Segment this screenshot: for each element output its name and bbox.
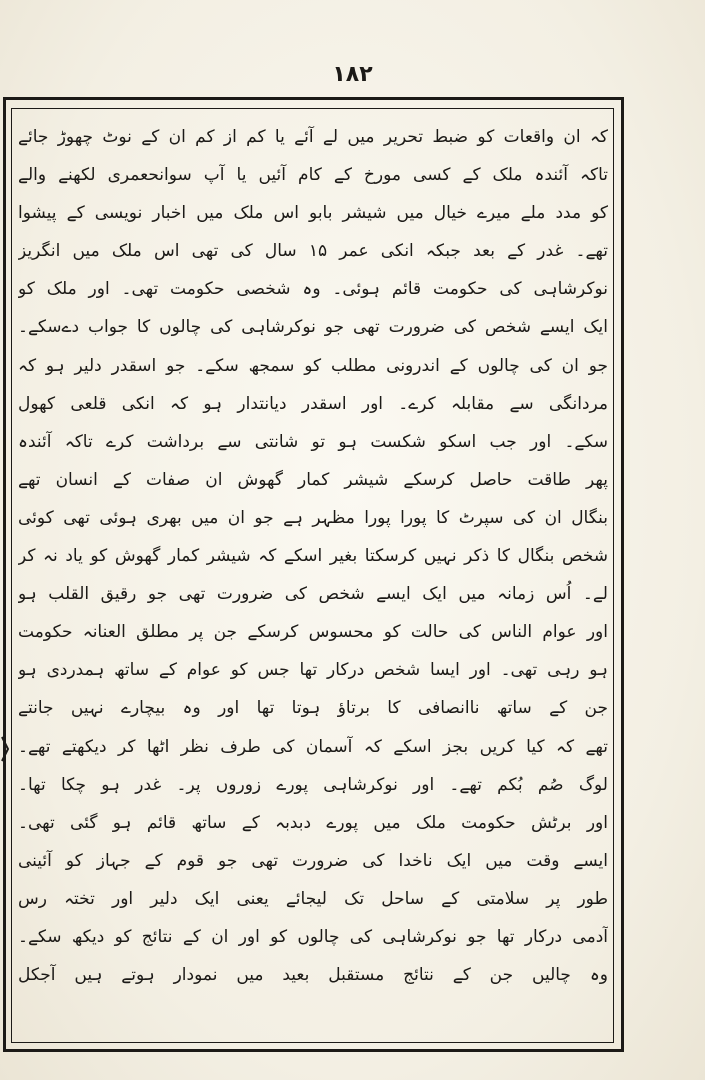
text-line: اور برٹش حکومت ملک میں پورے دبدبہ کے ساتھ قائم ہو گئی تھی۔: [18, 812, 608, 833]
body-text: [18, 118, 608, 994]
text-line: بنگال ان کی سپرٹ کا پورا پورا مظہر ہے جو ان میں بھری ہوئی تھی کوئی: [18, 507, 608, 528]
text-line: سکے۔ اور جب اسکو شکست ہو تو شانتی سے برداشت کرے تاکہ آئندہ: [18, 431, 608, 452]
text-line: طور پر سلامتی کے ساحل تک لیجائے یعنی ایک دلیر اور تختہ رس: [18, 888, 608, 909]
text-line: پھر طاقت حاصل کرسکے شیشر کمار گھوش ان صفات کے انسان تھے: [18, 469, 608, 490]
text-line: ایک ایسے شخص کی ضرورت تھی جو نوکرشاہی کی چالوں کا جواب دےسکے۔: [18, 317, 608, 338]
text-line: لے۔ اُس زمانہ میں ایک ایسے شخص کی ضرورت تھی جو رقیق القلب ہو: [18, 584, 608, 605]
page-number: ۱۸۲: [332, 62, 373, 87]
text-line: جن کے ساتھ ناانصافی کا برتاؤ ہوتا تھا اور وہ بیچارے نہیں جانتے: [18, 698, 608, 719]
text-line: اور عوام الناس کی حالت کو محسوس کرسکے جن پر مطلق العنانہ حکومت: [18, 622, 608, 643]
text-line: ایسے وقت میں ایک ناخدا کی ضرورت تھی جو قوم کے جہاز کو آئینی: [18, 850, 608, 871]
text-line: لوگ صُم بُکم تھے۔ اور نوکرشاہی پورے زوروں پر۔ غدر ہو چکا تھا۔: [18, 774, 608, 795]
text-line: تھے کہ کیا کریں بجز اسکے کہ آسمان کی طرف نظر اٹھا کر دیکھتے تھے۔: [18, 736, 608, 757]
text-line: وہ چالیں جن کے نتائج مستقبل بعید میں نمودار ہوتے ہیں آجکل: [18, 965, 608, 986]
text-line: نوکرشاہی کی حکومت قائم ہوئی۔ وہ شخصی حکومت تھی۔ اور ملک کو: [18, 279, 608, 300]
text-line: ہو رہی تھی۔ اور ایسا شخص درکار تھا جس کو عوام کے ساتھ ہمدردی ہو: [18, 660, 608, 681]
text-line: تاکہ آئندہ ملک کے کسی مورخ کے کام آئیں یا آپ سوانحعمری لکھنے والے: [18, 165, 608, 186]
text-line: مردانگی سے مقابلہ کرے۔ اور اسقدر دیانتدار ہو کہ انکی قلعی کھول: [18, 393, 608, 414]
text-line: تھے۔ غدر کے بعد جبکہ انکی عمر ۱۵ سال کی تھی اس ملک میں انگریز: [18, 241, 608, 262]
text-line: شخص بنگال کا ذکر نہیں کرسکتا بغیر اسکے کہ شیشر کمار گھوش کو یاد نہ کر: [18, 546, 608, 567]
text-line: کو مدد ملے میرے خیال میں شیشر بابو اس ملک میں اخبار نویسی کے پیشوا: [18, 203, 608, 224]
text-line: جو ان کی چالوں کے اندرونی مطلب کو سمجھ سکے۔ جو اسقدر دلیر ہو کہ: [18, 355, 608, 376]
text-line: کہ ان واقعات کو ضبط تحریر میں لے آئے یا کم از کم ان کے نوٹ چھوڑ جائے: [18, 127, 608, 147]
text-line: آدمی درکار تھا جو نوکرشاہی کی چالوں کو اور ان کے نتائج کو دیکھ سکے۔: [18, 926, 608, 947]
margin-mark: [0, 735, 10, 763]
